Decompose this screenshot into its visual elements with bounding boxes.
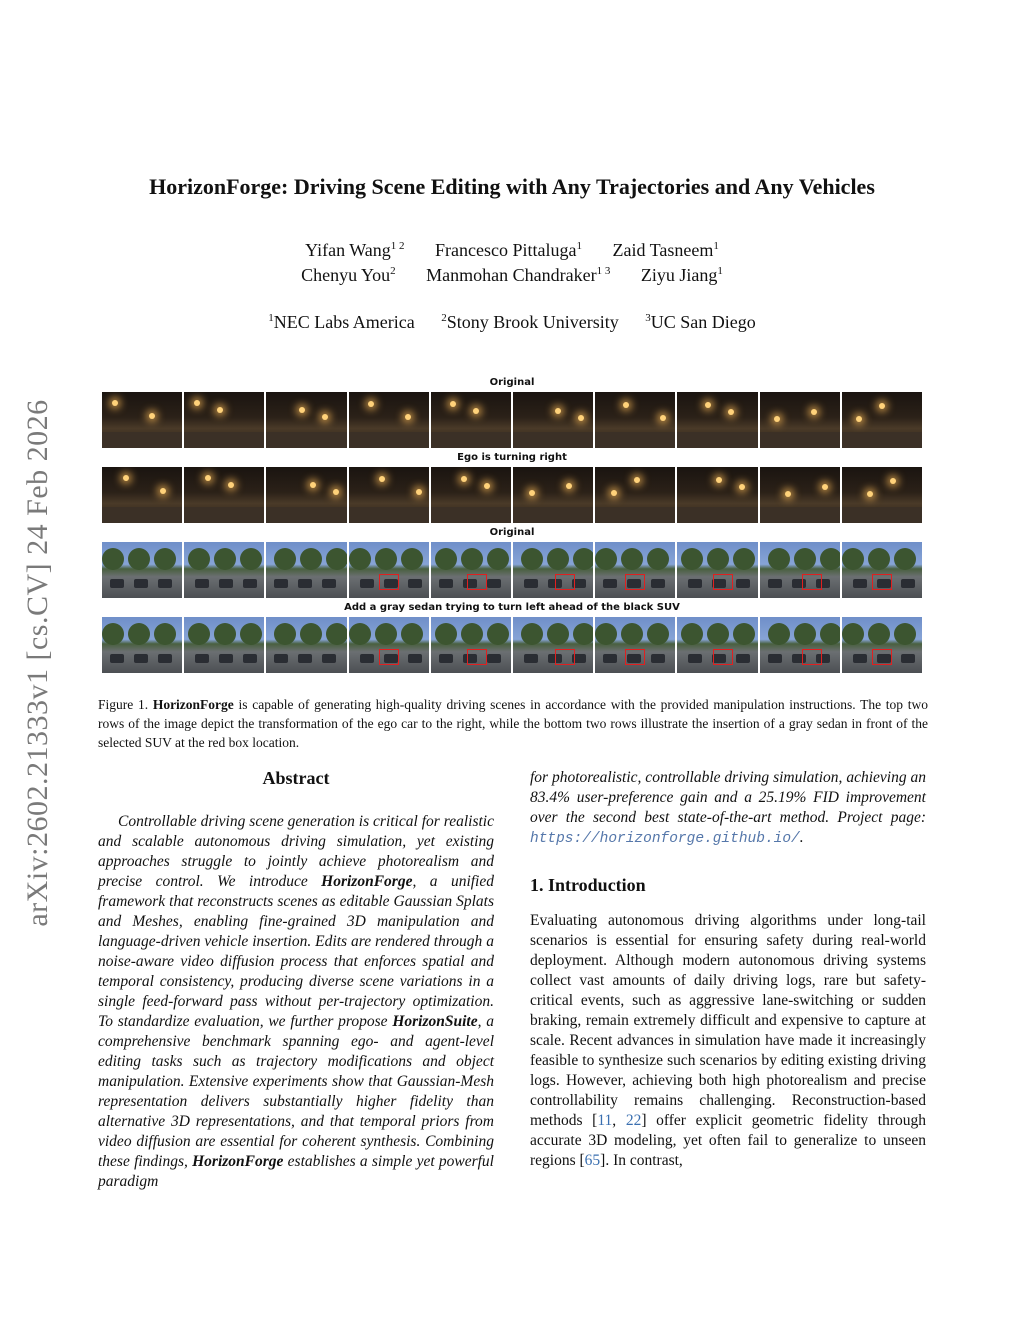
image-strip-night-turn-right [102,467,922,523]
video-frame [513,617,593,673]
video-frame [595,467,675,523]
authors-row-2 [0,265,1024,286]
authors-row-1 [0,240,1024,261]
row-label: Ego is turning right [457,452,567,463]
video-frame [677,467,757,523]
video-frame [102,467,182,523]
row-label: Original [489,527,535,538]
abstract-text: Controllable driving scene generation is critical for realistic and scalable autonomous driving simulation, yet existing approaches struggle to jointly achieve photorealism and precise control. We introduce HorizonForge, a unified framework that reconstructs scenes as editable Gaussian Splats and Meshes, enabling fine-grained 3D manipulation and language-driven vehicle insertion. Edits are rendered through a noise-aware video diffusion process that enforces spatial and temporal consistency, producing diverse scene variations in a single feed-forward pass without per-trajectory optimization. To standardize evaluation, we further propose HorizonSuite, a comprehensive benchmark spanning ego- and agent-level editing tasks such as trajectory modifications and object manipulation. Extensive experiments show that Gaussian-Mesh representation delivers substantially higher fidelity than alternative 3D representations, and that temporal priors from video diffusion are essential for coherent synthesis. Combining these findings, HorizonForge establishes a simple yet powerful paradigm [98,813,494,1190]
image-strip-day-inserted-sedan [102,617,922,673]
project-page-link[interactable]: https://horizonforge.github.io/ [530,831,800,847]
citation-link[interactable]: 22 [625,1112,642,1129]
video-frame [102,392,182,448]
video-frame [184,392,264,448]
video-frame [184,467,264,523]
right-column [530,768,926,1171]
video-frame [595,617,675,673]
affiliation: $^3$UC San Diego [645,312,756,332]
author: Manmohan Chandraker$^{1 3}$ [426,265,611,285]
video-frame [102,617,182,673]
citation-link[interactable]: 11 [597,1112,613,1129]
author: Chenyu You$^2$ [301,265,396,285]
affiliation: $^2$Stony Brook University [441,312,619,332]
video-frame [842,617,922,673]
introduction-heading: 1. Introduction [530,875,646,895]
video-frame [184,617,264,673]
video-frame [513,542,593,598]
video-frame [431,542,511,598]
video-frame [184,542,264,598]
abstract-continuation: for photorealistic, controllable driving simulation, achieving an 83.4% user-preference gain and a 25.19% FID improvement over the second best state-of-the-art method. Project page: https://horizonforge.github.io/. [530,769,926,847]
paper-title: HorizonForge: Driving Scene Editing with Any Trajectories and Any Vehicles [149,174,875,199]
video-frame [760,392,840,448]
video-frame [266,467,346,523]
row-label: Add a gray sedan trying to turn left ahead of the black SUV [344,602,680,613]
video-frame [266,392,346,448]
video-frame [349,467,429,523]
author: Yifan Wang$^{1 2}$ [305,240,405,260]
author: Francesco Pittaluga$^1$ [435,240,583,260]
video-frame [760,542,840,598]
author: Zaid Tasneem$^1$ [612,240,719,260]
row-label: Original [489,377,535,388]
video-frame [677,617,757,673]
video-frame [431,617,511,673]
citation-link[interactable]: 65 [584,1152,601,1169]
video-frame [760,617,840,673]
image-strip-day-original [102,542,922,598]
affiliations [0,312,1024,333]
introduction-text: Evaluating autonomous driving algorithms under long-tail scenarios is essential for ensuring safety during real-world deployment. Although modern autonomous driving systems collect vast amounts of daily driving logs, rare but safety-critical events, such as aggressive lane-switching or sudden braking, remain extremely difficult and expensive to capture at scale. Recent advances in simulation have made it increasingly feasible to synthesize such scenarios by editing existing driving logs. However, achieving both high photorealism and precise controllability remains challenging. Reconstruction-based methods [11, 22] offer explicit geometric fidelity through accurate 3D modeling, yet often fail to generalize to unseen regions [65]. In contrast, [530,912,927,1169]
arxiv-watermark [8,370,68,955]
video-frame [842,392,922,448]
abstract-heading: Abstract [262,768,330,788]
video-frame [595,392,675,448]
video-frame [595,542,675,598]
author: Ziyu Jiang$^1$ [640,265,723,285]
image-strip-night-original [102,392,922,448]
video-frame [677,542,757,598]
video-frame [842,542,922,598]
video-frame [349,617,429,673]
video-frame [677,392,757,448]
video-frame [513,467,593,523]
video-frame [266,617,346,673]
figure-1 [102,374,922,674]
video-frame [349,392,429,448]
affiliation: $^1$NEC Labs America [268,312,415,332]
video-frame [349,542,429,598]
video-frame [513,392,593,448]
video-frame [842,467,922,523]
video-frame [102,542,182,598]
video-frame [266,542,346,598]
video-frame [431,392,511,448]
video-frame [431,467,511,523]
figure-caption: Figure 1. HorizonForge is capable of generating high-quality driving scenes in accordance with the provided manipulation instructions. The top two rows of the image depict the transformation of the ego car to the right, while the bottom two rows illustrate the insertion of a gray sedan in front of the selected SUV at the red box location. [98,697,929,750]
arxiv-id: arXiv:2602.21333v1 [cs.CV] 24 Feb 2026 [21,398,54,927]
left-column [98,768,494,1192]
video-frame [760,467,840,523]
